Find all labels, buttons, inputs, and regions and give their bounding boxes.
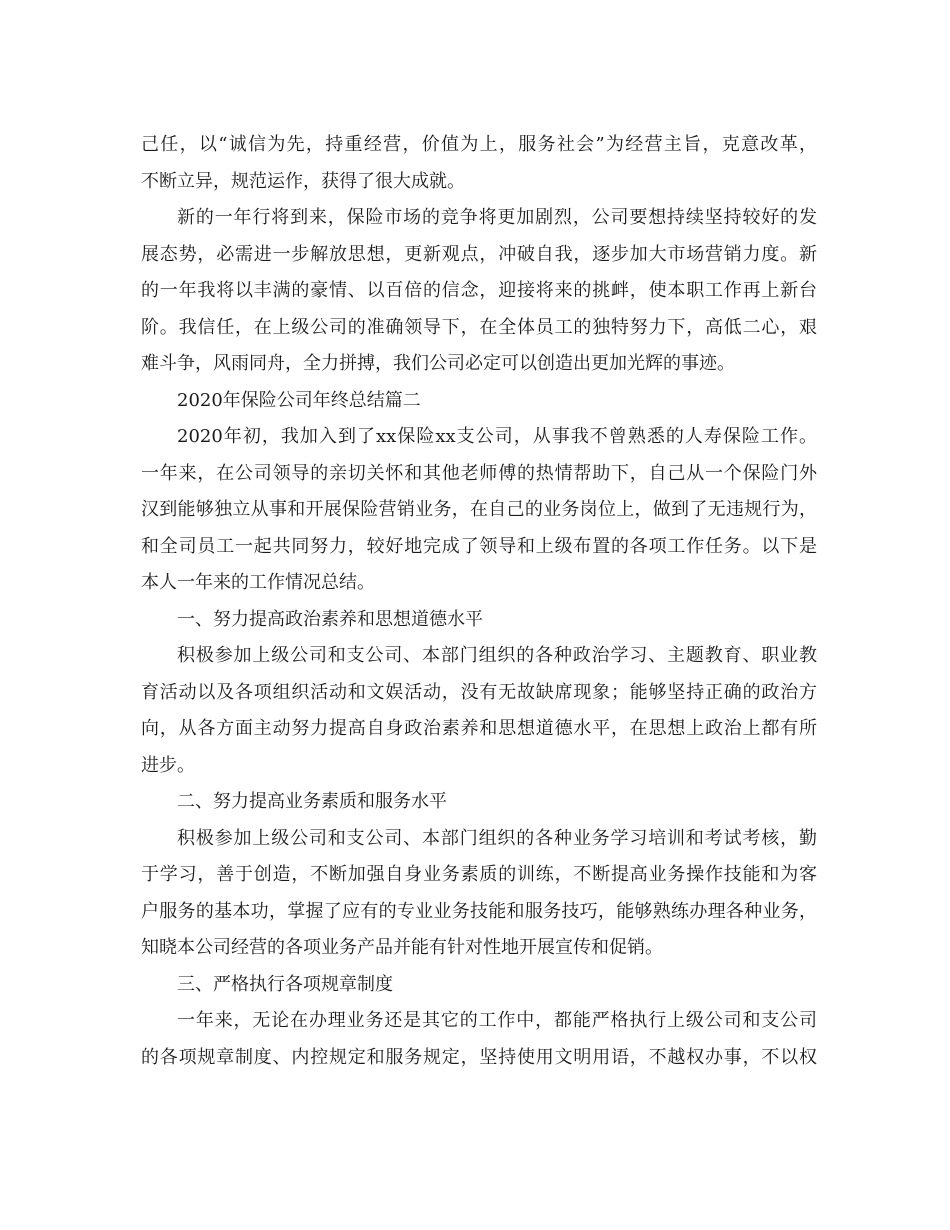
paragraph-first-line: 新的一年行将到来，保险市场的竞争将更加剧烈，公司要想持续坚持较好的发 <box>177 207 817 228</box>
body-text-line: 和全司员工一起共同努力，较好地完成了领导和上级布置的各项工作任务。以下是 <box>141 535 817 557</box>
section-heading: 二、努力提高业务素质和服务水平 <box>177 791 447 812</box>
body-text-line: 的各项规章制度、内控规定和服务规定，坚持使用文明用语，不越权办事，不以权 <box>141 1046 817 1068</box>
paragraph-first-line: 积极参加上级公司和支公司、本部门组织的各种政治学习、主题教育、职业教 <box>177 645 817 666</box>
section-heading: 一、努力提高政治素养和思想道德水平 <box>177 608 483 630</box>
body-text-line: 户服务的基本功，掌握了应有的专业业务技能和服务技巧，能够熟练办理各种业务， <box>141 900 817 922</box>
body-text-line: 于学习，善于创造，不断加强自身业务素质的训练，不断提高业务操作技能和为客 <box>141 864 817 885</box>
section-heading: 三、严格执行各项规章制度 <box>177 973 393 995</box>
paragraph-first-line: 积极参加上级公司和支公司、本部门组织的各种业务学习培训和考试考核，勤 <box>177 827 817 849</box>
body-text-line: 的一年我将以丰满的豪情、以百倍的信念，迎接将来的挑衅，使本职工作再上新台 <box>141 280 817 301</box>
body-text-line: 知晓本公司经营的各项业务产品并能有针对性地开展宣传和促销。 <box>141 937 663 958</box>
body-text-line: 阶。我信任，在上级公司的准确领导下，在全体员工的独特努力下，高低二心，艰 <box>141 316 817 338</box>
body-text-line: 难斗争，风雨同舟，全力拼搏，我们公司必定可以创造出更加光辉的事迹。 <box>141 353 735 374</box>
body-text-line: 一年来，在公司领导的亲切关怀和其他老师傅的热情帮助下，自己从一个保险门外 <box>141 462 817 484</box>
body-text-line: 本人一年来的工作情况总结。 <box>141 572 375 593</box>
body-text-line: 己任，以“诚信为先，持重经营，价值为上，服务社会”为经营主旨，克意改革， <box>141 134 817 155</box>
paragraph-first-line: 2020年初，我加入到了xx保险xx支公司，从事我不曾熟悉的人寿保险工作。 <box>177 426 817 447</box>
paragraph-first-line: 一年来，无论在办理业务还是其它的工作中，都能严格执行上级公司和支公司 <box>177 1010 817 1031</box>
section-title: 2020年保险公司年终总结篇二 <box>177 389 421 411</box>
body-text-line: 汉到能够独立从事和开展保险营销业务，在自己的业务岗位上，做到了无违规行为， <box>141 499 817 520</box>
body-text-line: 向，从各方面主动努力提高自身政治素养和思想道德水平，在思想上政治上都有所 <box>141 718 817 739</box>
body-text-line: 育活动以及各项组织活动和文娱活动，没有无故缺席现象；能够坚持正确的政治方 <box>141 681 817 703</box>
body-text-line: 不断立异，规范运作，获得了很大成就。 <box>141 170 465 192</box>
document-body <box>141 127 817 1076</box>
body-text-line: 进步。 <box>141 754 195 776</box>
body-text-line: 展态势，必需进一步解放思想，更新观点，冲破自我，逐步加大市场营销力度。新 <box>141 243 817 265</box>
